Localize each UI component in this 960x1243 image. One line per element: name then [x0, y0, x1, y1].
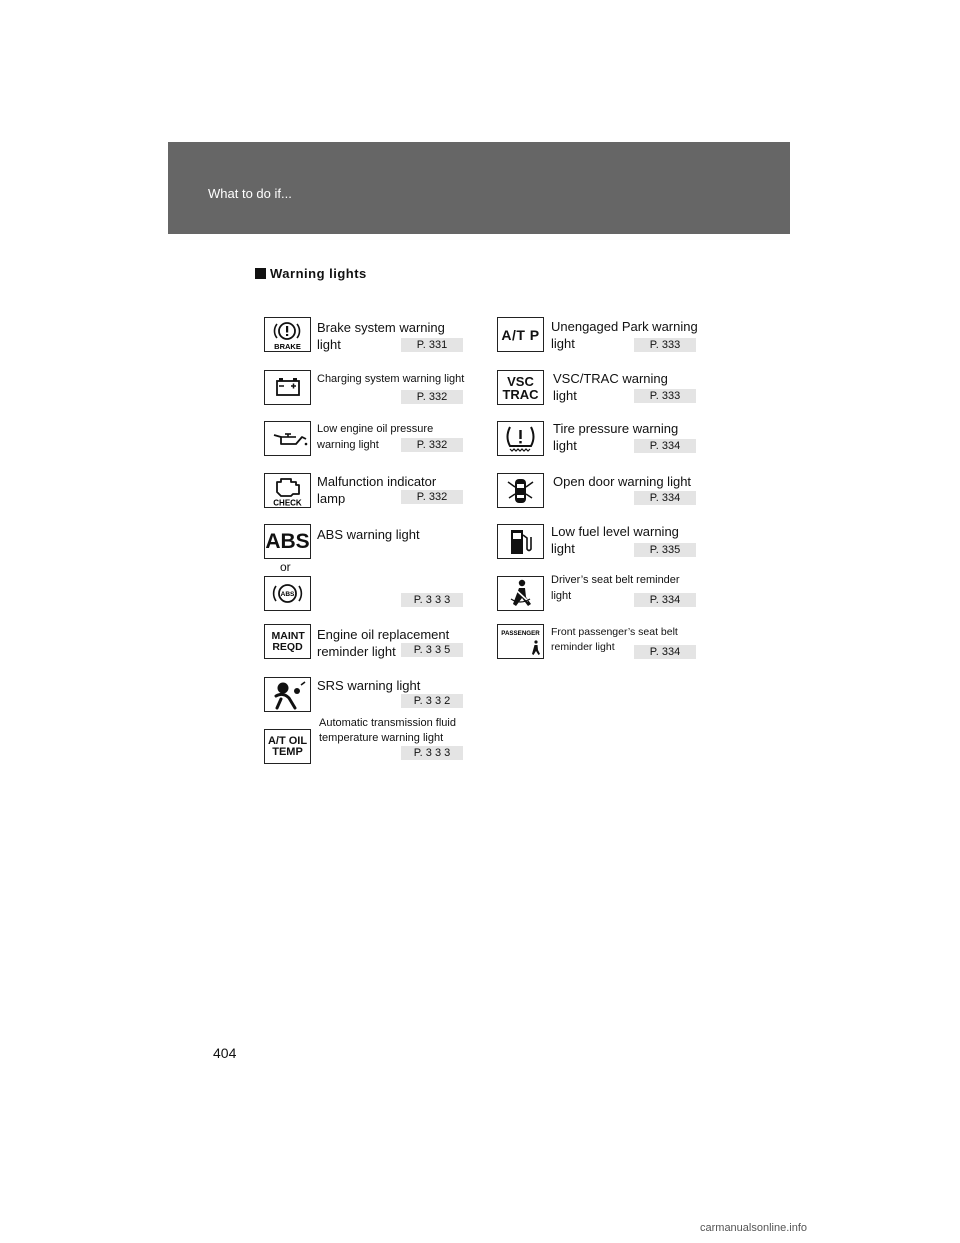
ref-charging: P. 332 — [401, 390, 463, 404]
passenger-seatbelt-icon — [497, 624, 544, 659]
ref-unengaged-park: P. 333 — [634, 338, 696, 352]
vsc-trac-icon: VSC TRAC — [497, 370, 544, 405]
ref-oil-replacement: P. 3 3 5 — [401, 643, 463, 657]
ref-tire-pressure: P. 334 — [634, 439, 696, 453]
battery-icon — [264, 370, 311, 405]
label-malfunction: Malfunction indicator lamp — [317, 474, 437, 506]
label-oil-pressure: Low engine oil pressure warning light — [317, 423, 434, 451]
atp-icon: A/T P — [497, 317, 544, 352]
label-driver-seatbelt: Driver’s seat belt reminder light — [551, 574, 680, 602]
section-title — [255, 266, 367, 281]
fuel-pump-icon — [497, 524, 544, 559]
section-title-text: Warning lights — [270, 266, 367, 281]
oil-can-icon — [264, 421, 311, 456]
ref-open-door: P. 334 — [634, 491, 696, 505]
brake-warning-icon — [264, 317, 311, 352]
brake-icon-text: BRAKE — [274, 342, 301, 351]
ref-passenger-seatbelt: P. 334 — [634, 645, 696, 659]
ref-vsc-trac: P. 333 — [634, 389, 696, 403]
label-low-fuel: Low fuel level warning light — [551, 524, 679, 556]
ref-brake: P. 331 — [401, 338, 463, 352]
ref-oil-pressure: P. 332 — [401, 438, 463, 452]
label-passenger-seatbelt: Front passenger’s seat belt reminder light — [551, 626, 678, 653]
page-number: 404 — [213, 1045, 237, 1061]
passenger-icon-text: PASSENGER — [501, 630, 540, 637]
label-abs: ABS warning light — [317, 527, 420, 542]
at-oil-temp-icon: A/T OIL TEMP — [264, 729, 311, 764]
maint-reqd-icon: MAINT REQD — [264, 624, 311, 659]
label-open-door: Open door warning light — [553, 474, 692, 489]
label-srs: SRS warning light — [317, 678, 421, 693]
seatbelt-icon — [497, 576, 544, 611]
header-title: What to do if... — [208, 186, 292, 201]
abs-circle-icon — [264, 576, 311, 611]
ref-srs: P. 3 3 2 — [401, 694, 463, 708]
label-charging: Charging system warning light — [317, 373, 465, 385]
label-vsc-trac: VSC/TRAC warning light — [553, 371, 668, 403]
check-engine-icon — [264, 473, 311, 508]
ref-abs: P. 3 3 3 — [401, 593, 463, 607]
label-tire-pressure: Tire pressure warning light — [553, 421, 679, 453]
label-oil-replacement: Engine oil replacement reminder light — [317, 627, 450, 659]
srs-airbag-icon — [264, 677, 311, 712]
ref-low-fuel: P. 335 — [634, 543, 696, 557]
label-unengaged-park: Unengaged Park warning light — [551, 319, 698, 351]
label-brake: Brake system warning light — [317, 320, 445, 352]
abs-circle-text: ABS — [280, 591, 295, 598]
tire-pressure-icon — [497, 421, 544, 456]
ref-driver-seatbelt: P. 334 — [634, 593, 696, 607]
section-bullet — [255, 268, 266, 279]
abs-text-icon: ABS — [264, 524, 311, 559]
ref-at-oil-temp: P. 3 3 3 — [401, 746, 463, 760]
label-at-oil-temp: Automatic transmission fluid temperature warning light — [319, 717, 456, 744]
check-icon-text: CHECK — [273, 498, 302, 507]
ref-malfunction: P. 332 — [401, 490, 463, 504]
page-header — [168, 142, 790, 234]
or-text: or — [280, 560, 291, 574]
open-door-icon — [497, 473, 544, 508]
watermark: carmanualsonline.info — [700, 1222, 808, 1234]
